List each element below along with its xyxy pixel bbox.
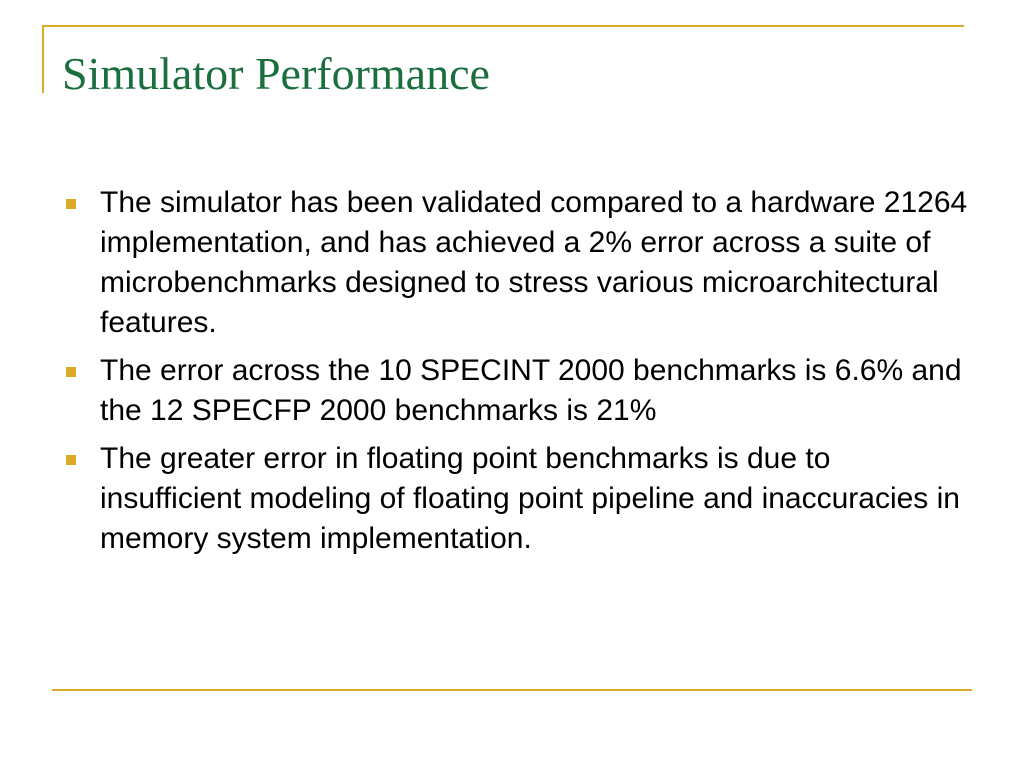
bullet-text: The greater error in floating point benchmarks is due to insufficient modeling of floating point pipeline and inaccuracies in memory system implementation. (100, 442, 960, 555)
bullet-item (62, 351, 972, 431)
bullet-text: The error across the 10 SPECINT 2000 benchmarks is 6.6% and the 12 SPECFP 2000 benchmarks is 21% (100, 354, 962, 427)
square-bullet-icon (66, 367, 76, 377)
top-rule (42, 25, 964, 27)
bottom-rule (52, 689, 972, 691)
bullet-text: The simulator has been validated compared to a hardware 21264 implementation, and has achieved a 2% error across a suite of microbenchmarks designed to stress various microarchitectural features. (100, 186, 968, 339)
square-bullet-icon (66, 455, 76, 465)
bullet-item (62, 183, 972, 343)
square-bullet-icon (66, 199, 76, 209)
slide-title: Simulator Performance (62, 48, 490, 99)
left-rule (42, 25, 44, 93)
bullet-list (62, 183, 972, 567)
bullet-item (62, 439, 972, 559)
